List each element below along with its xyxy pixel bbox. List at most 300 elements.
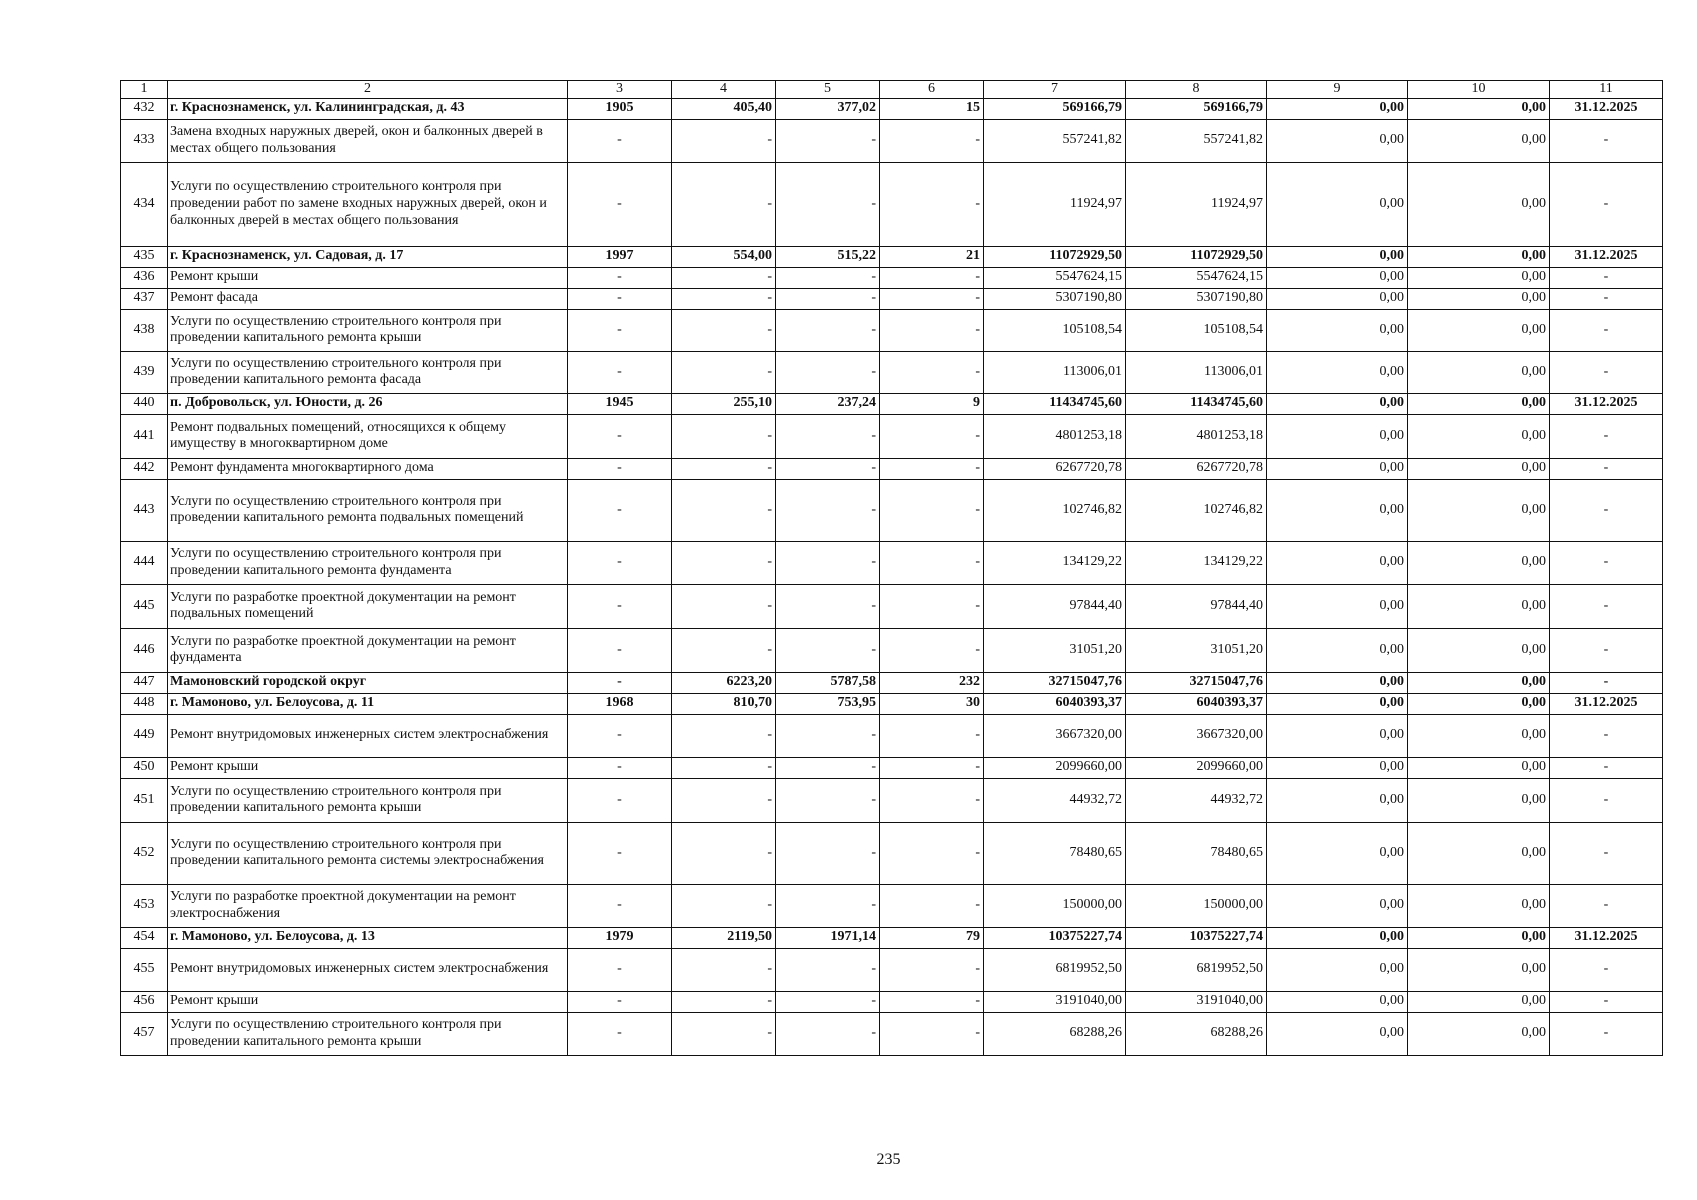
table-cell: 515,22 <box>776 246 880 267</box>
table-cell: 0,00 <box>1408 246 1550 267</box>
table-cell: 0,00 <box>1267 628 1408 672</box>
table-cell: - <box>1550 628 1663 672</box>
table-cell: - <box>880 991 984 1012</box>
row-number: 456 <box>121 991 168 1012</box>
row-description: Услуги по осуществлению строительного контроля при проведении капитального ремонта крыши <box>168 309 568 351</box>
row-number: 444 <box>121 541 168 584</box>
table-cell: 78480,65 <box>984 822 1126 884</box>
table-cell: 11072929,50 <box>1126 246 1267 267</box>
table-cell: 2099660,00 <box>1126 757 1267 778</box>
table-cell: 569166,79 <box>984 98 1126 119</box>
table-cell: 6267720,78 <box>984 458 1126 479</box>
table-cell: - <box>776 351 880 393</box>
table-cell: - <box>776 991 880 1012</box>
table-cell: - <box>1550 351 1663 393</box>
table-row <box>121 246 1663 267</box>
row-number: 451 <box>121 778 168 822</box>
table-cell: 0,00 <box>1267 288 1408 309</box>
table-cell: 31.12.2025 <box>1550 693 1663 714</box>
table-row <box>121 1012 1663 1055</box>
table-cell: 79 <box>880 927 984 948</box>
row-description: Ремонт фасада <box>168 288 568 309</box>
table-cell: 0,00 <box>1408 991 1550 1012</box>
row-description: Ремонт крыши <box>168 991 568 1012</box>
table-cell: - <box>568 628 672 672</box>
table-cell: 0,00 <box>1267 162 1408 246</box>
table-cell: 31051,20 <box>984 628 1126 672</box>
table-cell: 6040393,37 <box>1126 693 1267 714</box>
table-cell: 255,10 <box>672 393 776 414</box>
row-number: 447 <box>121 672 168 693</box>
table-cell: 0,00 <box>1267 757 1408 778</box>
table-cell: - <box>880 288 984 309</box>
table-row <box>121 98 1663 119</box>
table-cell: - <box>568 414 672 458</box>
table-cell: 0,00 <box>1267 991 1408 1012</box>
row-description: Услуги по осуществлению строительного контроля при проведении капитального ремонта крыши <box>168 1012 568 1055</box>
table-cell: 113006,01 <box>1126 351 1267 393</box>
table-cell: 31.12.2025 <box>1550 246 1663 267</box>
table-cell: - <box>568 757 672 778</box>
table-cell: - <box>1550 541 1663 584</box>
table-cell: - <box>880 757 984 778</box>
table-cell: 0,00 <box>1267 1012 1408 1055</box>
row-description: Ремонт крыши <box>168 267 568 288</box>
table-cell: 0,00 <box>1408 541 1550 584</box>
table-cell: 0,00 <box>1267 927 1408 948</box>
table-cell: 0,00 <box>1408 714 1550 757</box>
table-cell: - <box>880 309 984 351</box>
table-cell: - <box>1550 267 1663 288</box>
row-number: 441 <box>121 414 168 458</box>
table-cell: 6819952,50 <box>1126 948 1267 991</box>
table-cell: - <box>568 309 672 351</box>
table-cell: 0,00 <box>1267 458 1408 479</box>
table-cell: 97844,40 <box>1126 584 1267 628</box>
table-cell: 0,00 <box>1408 628 1550 672</box>
table-cell: 11924,97 <box>1126 162 1267 246</box>
table-cell: - <box>1550 414 1663 458</box>
table-cell: - <box>776 584 880 628</box>
table-cell: - <box>568 162 672 246</box>
table-cell: - <box>672 458 776 479</box>
table-cell: 3667320,00 <box>984 714 1126 757</box>
table-cell: 0,00 <box>1408 162 1550 246</box>
table-cell: - <box>776 267 880 288</box>
table-cell: 0,00 <box>1408 693 1550 714</box>
table-cell: - <box>568 672 672 693</box>
table-row <box>121 672 1663 693</box>
table-cell: - <box>672 119 776 162</box>
table-cell: - <box>672 991 776 1012</box>
table-cell: - <box>568 1012 672 1055</box>
table-cell: - <box>880 778 984 822</box>
table-cell: 0,00 <box>1267 351 1408 393</box>
table-row <box>121 414 1663 458</box>
table-cell: 21 <box>880 246 984 267</box>
table-cell: 1905 <box>568 98 672 119</box>
table-cell: 11924,97 <box>984 162 1126 246</box>
row-number: 453 <box>121 884 168 927</box>
table-cell: 10375227,74 <box>984 927 1126 948</box>
row-number: 445 <box>121 584 168 628</box>
table-cell: 102746,82 <box>1126 479 1267 541</box>
row-number: 457 <box>121 1012 168 1055</box>
table-cell: 6267720,78 <box>1126 458 1267 479</box>
row-number: 449 <box>121 714 168 757</box>
table-cell: 11072929,50 <box>984 246 1126 267</box>
table-cell: 557241,82 <box>1126 119 1267 162</box>
row-number: 450 <box>121 757 168 778</box>
table-cell: 0,00 <box>1267 309 1408 351</box>
header-cell: 5 <box>776 81 880 99</box>
row-description: Ремонт фундамента многоквартирного дома <box>168 458 568 479</box>
table-cell: - <box>880 119 984 162</box>
table-cell: - <box>776 1012 880 1055</box>
table-cell: - <box>672 778 776 822</box>
table-cell: - <box>672 822 776 884</box>
table-cell: 44932,72 <box>1126 778 1267 822</box>
table-row <box>121 119 1663 162</box>
table-cell: - <box>776 479 880 541</box>
row-number: 433 <box>121 119 168 162</box>
table-cell: - <box>672 757 776 778</box>
table-cell: 31.12.2025 <box>1550 393 1663 414</box>
table-cell: 78480,65 <box>1126 822 1267 884</box>
table-cell: - <box>776 541 880 584</box>
table-cell: 32715047,76 <box>1126 672 1267 693</box>
table-cell: 569166,79 <box>1126 98 1267 119</box>
table-cell: - <box>880 541 984 584</box>
row-number: 435 <box>121 246 168 267</box>
table-cell: - <box>672 714 776 757</box>
row-description: г. Мамоново, ул. Белоусова, д. 11 <box>168 693 568 714</box>
row-number: 448 <box>121 693 168 714</box>
table-cell: 810,70 <box>672 693 776 714</box>
header-cell: 6 <box>880 81 984 99</box>
table-cell: 0,00 <box>1267 119 1408 162</box>
table-cell: - <box>568 119 672 162</box>
table-cell: 0,00 <box>1408 267 1550 288</box>
table-cell: - <box>568 584 672 628</box>
table-cell: 9 <box>880 393 984 414</box>
table-cell: 15 <box>880 98 984 119</box>
table-cell: 97844,40 <box>984 584 1126 628</box>
table-cell: - <box>672 288 776 309</box>
row-number: 437 <box>121 288 168 309</box>
table-cell: - <box>568 541 672 584</box>
table-row <box>121 458 1663 479</box>
table-cell: 11434745,60 <box>1126 393 1267 414</box>
table-cell: 0,00 <box>1267 267 1408 288</box>
table-cell: 0,00 <box>1408 119 1550 162</box>
table-cell: - <box>880 628 984 672</box>
row-description: Услуги по разработке проектной документации на ремонт электроснабжения <box>168 884 568 927</box>
table-cell: 2119,50 <box>672 927 776 948</box>
row-description: Услуги по осуществлению строительного контроля при проведении работ по замене входных наружных дверей, окон и балконных дверей в местах общего пользования <box>168 162 568 246</box>
table-cell: - <box>1550 884 1663 927</box>
table-cell: 0,00 <box>1408 757 1550 778</box>
table-cell: 150000,00 <box>984 884 1126 927</box>
table-cell: - <box>672 584 776 628</box>
table-cell: - <box>880 414 984 458</box>
table-cell: 150000,00 <box>1126 884 1267 927</box>
header-cell: 9 <box>1267 81 1408 99</box>
table-cell: - <box>1550 479 1663 541</box>
table-cell: 0,00 <box>1408 1012 1550 1055</box>
header-cell: 4 <box>672 81 776 99</box>
table-row <box>121 991 1663 1012</box>
table-cell: 113006,01 <box>984 351 1126 393</box>
table-cell: - <box>672 414 776 458</box>
table-cell: 753,95 <box>776 693 880 714</box>
row-number: 438 <box>121 309 168 351</box>
table-cell: - <box>672 267 776 288</box>
table-cell: 0,00 <box>1408 479 1550 541</box>
table-cell: 0,00 <box>1267 884 1408 927</box>
table-cell: 102746,82 <box>984 479 1126 541</box>
table-cell: - <box>776 288 880 309</box>
table-cell: 5547624,15 <box>984 267 1126 288</box>
row-description: Услуги по разработке проектной документации на ремонт подвальных помещений <box>168 584 568 628</box>
table-row <box>121 948 1663 991</box>
table-cell: 0,00 <box>1267 693 1408 714</box>
row-description: Замена входных наружных дверей, окон и балконных дверей в местах общего пользования <box>168 119 568 162</box>
table-cell: - <box>672 309 776 351</box>
table-cell: 1945 <box>568 393 672 414</box>
table-cell: 11434745,60 <box>984 393 1126 414</box>
table-cell: - <box>1550 991 1663 1012</box>
header-cell: 2 <box>168 81 568 99</box>
table-cell: 5547624,15 <box>1126 267 1267 288</box>
table-cell: - <box>776 162 880 246</box>
table-cell: 405,40 <box>672 98 776 119</box>
table-cell: 0,00 <box>1267 541 1408 584</box>
row-description: г. Краснознаменск, ул. Садовая, д. 17 <box>168 246 568 267</box>
row-number: 455 <box>121 948 168 991</box>
table-cell: - <box>568 991 672 1012</box>
row-number: 439 <box>121 351 168 393</box>
table-cell: - <box>1550 162 1663 246</box>
table-cell: - <box>672 884 776 927</box>
table-cell: 0,00 <box>1267 672 1408 693</box>
table-cell: 31.12.2025 <box>1550 98 1663 119</box>
table-cell: - <box>1550 309 1663 351</box>
row-description: Услуги по осуществлению строительного контроля при проведении капитального ремонта системы электроснабжения <box>168 822 568 884</box>
row-number: 440 <box>121 393 168 414</box>
table-row <box>121 884 1663 927</box>
table-cell: 1968 <box>568 693 672 714</box>
table-cell: 5787,58 <box>776 672 880 693</box>
table-cell: 0,00 <box>1267 479 1408 541</box>
table-cell: 0,00 <box>1408 822 1550 884</box>
table-cell: - <box>776 778 880 822</box>
table-cell: - <box>672 541 776 584</box>
table-row <box>121 693 1663 714</box>
table-cell: - <box>880 479 984 541</box>
table-cell: 0,00 <box>1267 393 1408 414</box>
table-cell: 5307190,80 <box>984 288 1126 309</box>
table-cell: - <box>1550 584 1663 628</box>
row-description: Услуги по осуществлению строительного контроля при проведении капитального ремонта подвальных помещений <box>168 479 568 541</box>
row-number: 446 <box>121 628 168 672</box>
capital-repair-table <box>120 80 1663 1056</box>
table-cell: - <box>1550 119 1663 162</box>
row-description: Ремонт крыши <box>168 757 568 778</box>
table-cell: 68288,26 <box>984 1012 1126 1055</box>
table-cell: - <box>568 884 672 927</box>
table-cell: 0,00 <box>1408 778 1550 822</box>
table-row <box>121 162 1663 246</box>
table-cell: 31051,20 <box>1126 628 1267 672</box>
table-row <box>121 541 1663 584</box>
row-description: Мамоновский городской округ <box>168 672 568 693</box>
table-row <box>121 714 1663 757</box>
table-cell: - <box>1550 822 1663 884</box>
table-cell: - <box>672 1012 776 1055</box>
table-cell: - <box>568 458 672 479</box>
table-cell: - <box>880 948 984 991</box>
table-cell: - <box>880 584 984 628</box>
row-description: Услуги по осуществлению строительного контроля при проведении капитального ремонта фасада <box>168 351 568 393</box>
table-cell: - <box>568 351 672 393</box>
table-cell: - <box>1550 714 1663 757</box>
row-number: 452 <box>121 822 168 884</box>
table-cell: - <box>672 162 776 246</box>
header-cell: 7 <box>984 81 1126 99</box>
table-row <box>121 584 1663 628</box>
table-cell: - <box>568 714 672 757</box>
table-cell: 557241,82 <box>984 119 1126 162</box>
table-cell: 32715047,76 <box>984 672 1126 693</box>
row-description: г. Краснознаменск, ул. Калининградская, д. 43 <box>168 98 568 119</box>
table-cell: - <box>568 479 672 541</box>
table-cell: 1979 <box>568 927 672 948</box>
table-cell: 0,00 <box>1408 393 1550 414</box>
row-description: п. Добровольск, ул. Юности, д. 26 <box>168 393 568 414</box>
table-cell: - <box>880 714 984 757</box>
row-description: Услуги по осуществлению строительного контроля при проведении капитального ремонта крыши <box>168 778 568 822</box>
table-cell: 134129,22 <box>1126 541 1267 584</box>
table-cell: - <box>672 351 776 393</box>
table-cell: - <box>1550 288 1663 309</box>
table-cell: - <box>1550 778 1663 822</box>
table-cell: 0,00 <box>1408 98 1550 119</box>
table-cell: - <box>880 458 984 479</box>
table-cell: - <box>1550 672 1663 693</box>
table-cell: 3191040,00 <box>1126 991 1267 1012</box>
table-cell: 0,00 <box>1408 458 1550 479</box>
table-cell: 0,00 <box>1267 246 1408 267</box>
table-cell: 0,00 <box>1267 98 1408 119</box>
table-cell: 0,00 <box>1267 778 1408 822</box>
table-cell: 6223,20 <box>672 672 776 693</box>
row-description: Ремонт внутридомовых инженерных систем электроснабжения <box>168 714 568 757</box>
header-cell: 10 <box>1408 81 1550 99</box>
table-cell: 0,00 <box>1408 414 1550 458</box>
row-number: 443 <box>121 479 168 541</box>
table-cell: - <box>672 628 776 672</box>
table-row <box>121 628 1663 672</box>
table-row <box>121 288 1663 309</box>
table-cell: 6040393,37 <box>984 693 1126 714</box>
table-cell: 0,00 <box>1408 948 1550 991</box>
table-cell: 237,24 <box>776 393 880 414</box>
row-number: 432 <box>121 98 168 119</box>
table-row <box>121 778 1663 822</box>
table-cell: - <box>568 822 672 884</box>
table-cell: 0,00 <box>1408 884 1550 927</box>
table-cell: 0,00 <box>1267 714 1408 757</box>
table-row <box>121 757 1663 778</box>
table-cell: 0,00 <box>1408 288 1550 309</box>
table-cell: - <box>672 479 776 541</box>
table-cell: - <box>776 309 880 351</box>
table-cell: - <box>568 778 672 822</box>
table-cell: - <box>1550 458 1663 479</box>
table-cell: 377,02 <box>776 98 880 119</box>
table-cell: - <box>568 288 672 309</box>
row-description: Ремонт подвальных помещений, относящихся к общему имуществу в многоквартирном доме <box>168 414 568 458</box>
row-description: Услуги по осуществлению строительного контроля при проведении капитального ремонта фундамента <box>168 541 568 584</box>
table-cell: 0,00 <box>1408 309 1550 351</box>
table-cell: - <box>776 414 880 458</box>
table-cell: 10375227,74 <box>1126 927 1267 948</box>
table-row <box>121 822 1663 884</box>
header-cell: 1 <box>121 81 168 99</box>
table-cell: 0,00 <box>1267 822 1408 884</box>
table-cell: 30 <box>880 693 984 714</box>
table-cell: - <box>880 162 984 246</box>
table-cell: 134129,22 <box>984 541 1126 584</box>
row-number: 454 <box>121 927 168 948</box>
table-row <box>121 267 1663 288</box>
table-cell: - <box>880 884 984 927</box>
table-cell: - <box>776 714 880 757</box>
table-cell: 554,00 <box>672 246 776 267</box>
table-cell: 1997 <box>568 246 672 267</box>
table-cell: - <box>568 267 672 288</box>
table-cell: - <box>1550 757 1663 778</box>
table-cell: - <box>776 458 880 479</box>
table-cell: - <box>776 884 880 927</box>
table-cell: - <box>880 1012 984 1055</box>
table-cell: 44932,72 <box>984 778 1126 822</box>
row-number: 436 <box>121 267 168 288</box>
header-cell: 11 <box>1550 81 1663 99</box>
table-cell: 4801253,18 <box>1126 414 1267 458</box>
row-number: 434 <box>121 162 168 246</box>
table-cell: 1971,14 <box>776 927 880 948</box>
table-cell: 0,00 <box>1408 584 1550 628</box>
table-row <box>121 351 1663 393</box>
table-cell: 3667320,00 <box>1126 714 1267 757</box>
table-cell: - <box>776 822 880 884</box>
table-cell: - <box>776 119 880 162</box>
table-cell: 105108,54 <box>984 309 1126 351</box>
table-cell: 0,00 <box>1408 672 1550 693</box>
table-cell: 232 <box>880 672 984 693</box>
table-cell: 3191040,00 <box>984 991 1126 1012</box>
table-cell: 0,00 <box>1408 351 1550 393</box>
table-cell: 31.12.2025 <box>1550 927 1663 948</box>
table-cell: - <box>880 351 984 393</box>
table-cell: 4801253,18 <box>984 414 1126 458</box>
table-cell: - <box>568 948 672 991</box>
table-cell: - <box>672 948 776 991</box>
table-cell: 0,00 <box>1408 927 1550 948</box>
header-cell: 3 <box>568 81 672 99</box>
